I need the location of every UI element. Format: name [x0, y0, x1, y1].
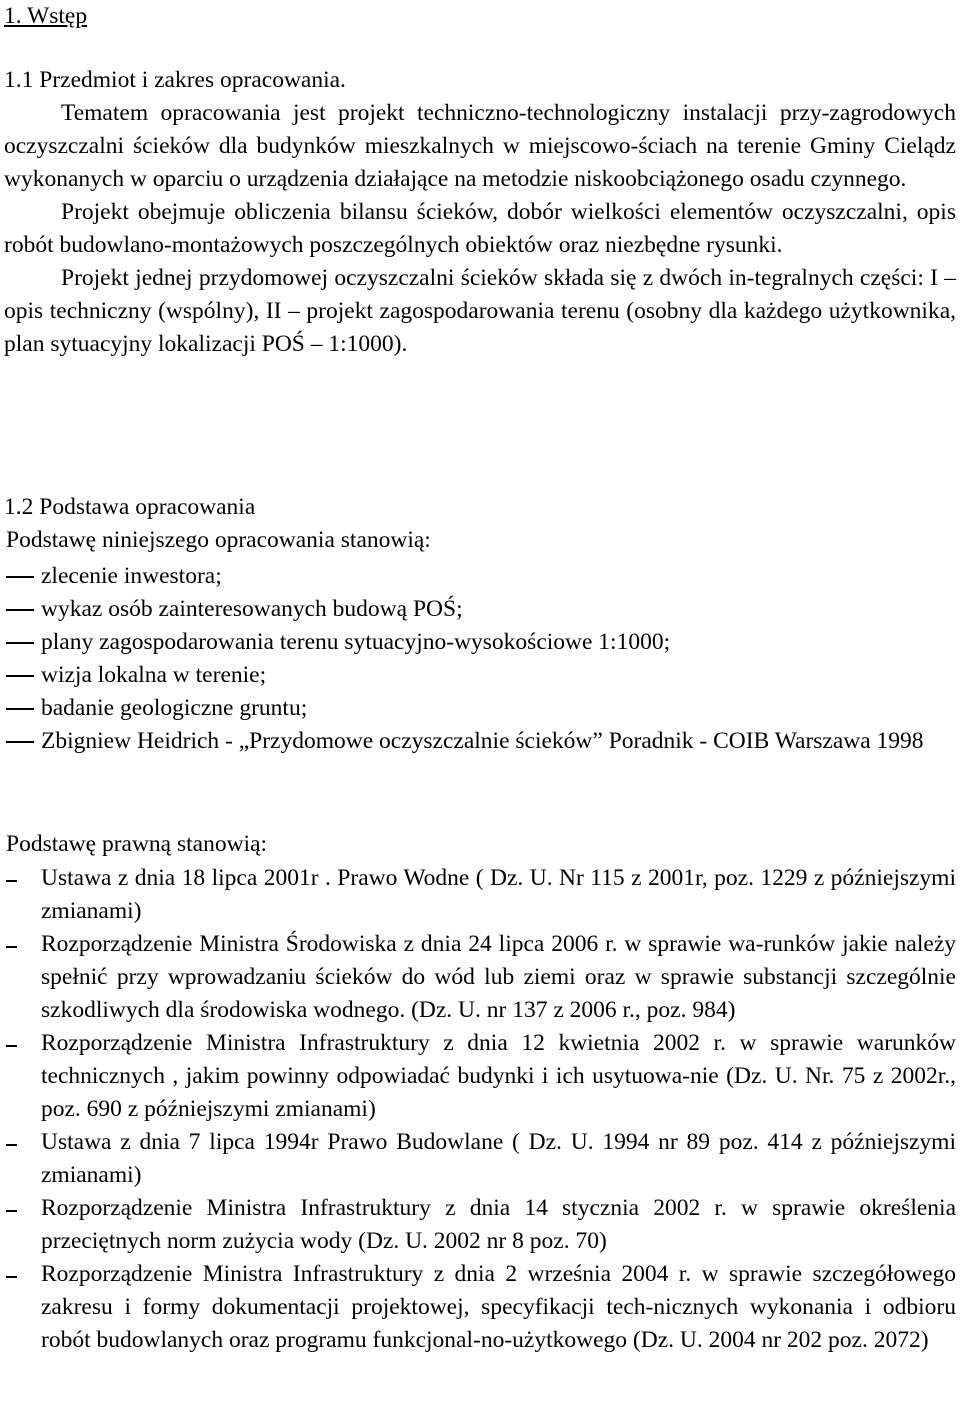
legal-item: Rozporządzenie Ministra Infrastruktury z dnia 2 września 2004 r. w sprawie szczegółowego zakresu i formy dokumentacji projektowej, specyfikacji tech-nicznych wykonania i odbioru robót budowlanych oraz programu funkcjonal-no-użytkowego (Dz. U. 2004 nr 202 poz. 2072) [0, 1258, 960, 1357]
basis-item: wykaz osób zainteresowanych budową POŚ; [0, 593, 960, 626]
paragraph-parts: Projekt jednej przydomowej oczyszczalni ścieków składa się z dwóch in-tegralnych części: I – opis techniczny (wspólny), II – projekt zagospodarowania terenu (osobny dla każdego użytkownika, plan sytuacyjny lokalizacji POŚ – 1:1000). [4, 265, 956, 357]
basis-item: Zbigniew Heidrich - „Przydomowe oczyszczalnie ścieków” Poradnik - COIB Warszawa 1998 [0, 725, 960, 758]
basis-item: badanie geologiczne gruntu; [0, 692, 960, 725]
section-1-1-body [4, 97, 956, 361]
basis-item: wizja lokalna w terenie; [0, 659, 960, 692]
basis-intro: Podstawę niniejszego opracowania stanowią: [6, 527, 431, 553]
legal-item: Rozporządzenie Ministra Infrastruktury z dnia 12 kwietnia 2002 r. w sprawie warunków technicznych , jakim powinny odpowiadać budynki i ich usytuowa-nie (Dz. U. Nr. 75 z 2002r., poz. 690 z późniejszymi zmianami) [0, 1027, 960, 1126]
basis-item: zlecenie inwestora; [0, 560, 960, 593]
legal-basis-intro: Podstawę prawną stanowią: [6, 831, 268, 857]
legal-item: Ustawa z dnia 18 lipca 2001r . Prawo Wodne ( Dz. U. Nr 115 z 2001r, poz. 1229 z późniejszymi zmianami) [0, 862, 960, 928]
legal-basis-list [0, 862, 960, 1357]
legal-item: Ustawa z dnia 7 lipca 1994r Prawo Budowlane ( Dz. U. 1994 nr 89 poz. 414 z późniejszymi zmianami) [0, 1126, 960, 1192]
legal-item: Rozporządzenie Ministra Środowiska z dnia 24 lipca 2006 r. w sprawie wa-runków jakie należy spełnić przy wprowadzaniu ścieków do wód lub ziemi oraz w sprawie substancji szczególnie szkodliwych dla środowiska wodnego. (Dz. U. nr 137 z 2006 r., poz. 984) [0, 928, 960, 1027]
basis-list [0, 560, 960, 758]
paragraph-scope: Projekt obejmuje obliczenia bilansu ścieków, dobór wielkości elementów oczyszczalni, opis robót budowlano-montażowych poszczególnych obiektów oraz niezbędne rysunki. [4, 199, 956, 258]
basis-item: plany zagospodarowania terenu sytuacyjno-wysokościowe 1:1000; [0, 626, 960, 659]
section-1-1-heading: 1.1 Przedmiot i zakres opracowania. [4, 67, 346, 93]
paragraph-subject: Tematem opracowania jest projekt techniczno-technologiczny instalacji przy-zagrodowych oczyszczalni ścieków dla budynków mieszkalnych w miejscowo-ściach na terenie Gminy Cielądz wykonanych w oparciu o urządzenia działające na metodzie niskoobciążonego osadu czynnego. [4, 100, 956, 192]
section-1-2-heading: 1.2 Podstawa opracowania [4, 494, 256, 520]
chapter-title: 1. Wstęp [4, 3, 88, 29]
legal-item: Rozporządzenie Ministra Infrastruktury z dnia 14 stycznia 2002 r. w sprawie określenia przeciętnych norm zużycia wody (Dz. U. 2002 nr 8 poz. 70) [0, 1192, 960, 1258]
